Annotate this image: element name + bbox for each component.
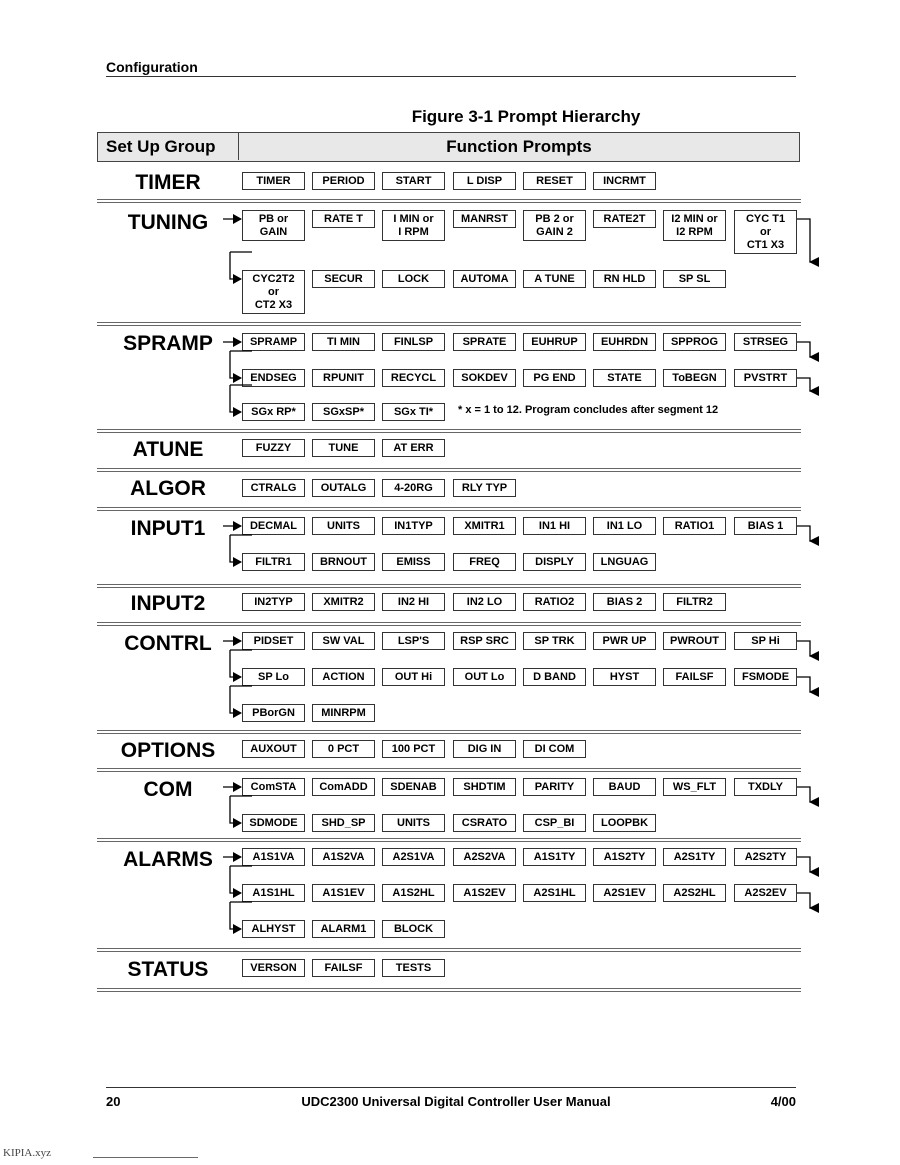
prompt-box[interactable]: BIAS 1	[734, 517, 797, 535]
arrow-right-icon	[233, 852, 242, 862]
prompt-box[interactable]: CYC T1 or CT1 X3	[734, 210, 797, 254]
prompt-box[interactable]: RECYCL	[382, 369, 445, 387]
prompt-box[interactable]: A2S2VA	[453, 848, 516, 866]
prompt-box[interactable]: A2S1EV	[593, 884, 656, 902]
connector-line	[230, 686, 241, 713]
prompt-box[interactable]: MANRST	[453, 210, 516, 228]
section-header: Configuration	[106, 59, 198, 75]
prompt-box[interactable]: RATIO2	[523, 593, 586, 611]
prompt-box[interactable]: A2S1VA	[382, 848, 445, 866]
prompt-box[interactable]: I MIN or I RPM	[382, 210, 445, 241]
prompt-box[interactable]: 4-20RG	[382, 479, 445, 497]
prompt-box[interactable]: I2 MIN or I2 RPM	[663, 210, 726, 241]
prompt-box[interactable]: A1S2TY	[593, 848, 656, 866]
connector-line	[230, 650, 241, 677]
group-label-tuning: TUNING	[127, 211, 209, 234]
prompt-box[interactable]: ACTION	[312, 668, 375, 686]
footer-rule	[106, 1087, 796, 1088]
prompt-box[interactable]: PERIOD	[312, 172, 375, 190]
prompt-box[interactable]: ToBEGN	[663, 369, 726, 387]
prompt-box[interactable]: BRNOUT	[312, 553, 375, 571]
group-label-input1: INPUT1	[130, 517, 206, 540]
prompt-box[interactable]: WS_FLT	[663, 778, 726, 796]
prompt-box[interactable]: ComSTA	[242, 778, 305, 796]
group-label-status: STATUS	[127, 958, 209, 981]
prompt-box[interactable]: A2S2EV	[734, 884, 797, 902]
prompt-box[interactable]: TI MIN	[312, 333, 375, 351]
prompt-box[interactable]: ComADD	[312, 778, 375, 796]
prompt-box[interactable]: PB 2 or GAIN 2	[523, 210, 586, 241]
prompt-box[interactable]: XMITR1	[453, 517, 516, 535]
watermark-link[interactable]	[93, 1157, 198, 1158]
prompt-box[interactable]: PVSTRT	[734, 369, 797, 387]
prompt-box[interactable]: IN1 LO	[593, 517, 656, 535]
group-label-atune: ATUNE	[132, 438, 204, 461]
prompt-box[interactable]: ALHYST	[242, 920, 305, 938]
prompt-box[interactable]: PWROUT	[663, 632, 726, 650]
group-label-contrl: CONTRL	[124, 632, 212, 655]
prompt-box[interactable]: SP Hi	[734, 632, 797, 650]
prompt-box[interactable]: A2S1TY	[663, 848, 726, 866]
prompt-box[interactable]: A1S1HL	[242, 884, 305, 902]
prompt-box[interactable]: A1S1TY	[523, 848, 586, 866]
prompt-box[interactable]: 100 PCT	[382, 740, 445, 758]
prompt-box[interactable]: SGxSP*	[312, 403, 375, 421]
prompt-box[interactable]: L DISP	[453, 172, 516, 190]
prompt-box[interactable]: AUXOUT	[242, 740, 305, 758]
prompt-box[interactable]: SECUR	[312, 270, 375, 288]
prompt-box[interactable]: TIMER	[242, 172, 305, 190]
prompt-box[interactable]: A1S2VA	[312, 848, 375, 866]
prompt-box[interactable]: HYST	[593, 668, 656, 686]
prompt-box[interactable]: CSP_BI	[523, 814, 586, 832]
prompt-box[interactable]: SGx TI*	[382, 403, 445, 421]
arrow-right-icon	[233, 708, 242, 718]
connector-line	[230, 535, 241, 562]
prompt-box[interactable]: RATE T	[312, 210, 375, 228]
prompt-box[interactable]: START	[382, 172, 445, 190]
prompt-box[interactable]: BAUD	[593, 778, 656, 796]
prompt-box[interactable]: TXDLY	[734, 778, 797, 796]
prompt-box[interactable]: RATE2T	[593, 210, 656, 228]
prompt-box[interactable]: UNITS	[312, 517, 375, 535]
prompt-box[interactable]: D BAND	[523, 668, 586, 686]
arrow-right-icon	[233, 818, 242, 828]
prompt-box[interactable]: TUNE	[312, 439, 375, 457]
prompt-box[interactable]: INCRMT	[593, 172, 656, 190]
prompt-box[interactable]: XMITR2	[312, 593, 375, 611]
prompt-box[interactable]: OUT Lo	[453, 668, 516, 686]
prompt-box[interactable]: SOKDEV	[453, 369, 516, 387]
prompt-box[interactable]: IN2TYP	[242, 593, 305, 611]
prompt-box[interactable]: RN HLD	[593, 270, 656, 288]
arrow-right-icon	[233, 924, 242, 934]
prompt-box[interactable]: EUHRUP	[523, 333, 586, 351]
group-label-com: COM	[143, 778, 193, 801]
prompt-box[interactable]: IN2 HI	[382, 593, 445, 611]
prompt-box[interactable]: A2S2TY	[734, 848, 797, 866]
prompt-box[interactable]: SPRAMP	[242, 333, 305, 351]
prompt-box[interactable]: LOCK	[382, 270, 445, 288]
prompt-box[interactable]: STRSEG	[734, 333, 797, 351]
prompt-box[interactable]: RLY TYP	[453, 479, 516, 497]
prompt-box[interactable]: FAILSF	[312, 959, 375, 977]
prompt-box[interactable]: SW VAL	[312, 632, 375, 650]
prompt-box[interactable]: OUTALG	[312, 479, 375, 497]
prompt-box[interactable]: DISPLY	[523, 553, 586, 571]
arrow-right-icon	[233, 782, 242, 792]
prompt-box[interactable]: SP Lo	[242, 668, 305, 686]
prompt-box[interactable]: SP SL	[663, 270, 726, 288]
prompt-box[interactable]: CYC2T2 or CT2 X3	[242, 270, 305, 314]
prompt-box[interactable]: DI COM	[523, 740, 586, 758]
connector-line	[230, 796, 241, 823]
prompt-box[interactable]: 0 PCT	[312, 740, 375, 758]
connector-line	[230, 385, 241, 412]
arrow-right-icon	[233, 521, 242, 531]
prompt-box[interactable]: SHD_SP	[312, 814, 375, 832]
prompt-box[interactable]: BIAS 2	[593, 593, 656, 611]
prompt-box[interactable]: LSP'S	[382, 632, 445, 650]
column-header-setup-group: Set Up Group	[98, 133, 239, 160]
prompt-box[interactable]: RESET	[523, 172, 586, 190]
arrow-right-icon	[233, 407, 242, 417]
prompt-box[interactable]: FINLSP	[382, 333, 445, 351]
prompt-box[interactable]: FUZZY	[242, 439, 305, 457]
connector-line	[230, 866, 241, 893]
prompt-box[interactable]: SPPROG	[663, 333, 726, 351]
prompt-box[interactable]: IN1 HI	[523, 517, 586, 535]
connector-line	[230, 902, 241, 929]
connector-line	[797, 219, 819, 262]
page-number: 20	[106, 1094, 121, 1109]
prompt-box[interactable]: A1S1VA	[242, 848, 305, 866]
prompt-box[interactable]: PIDSET	[242, 632, 305, 650]
prompt-box[interactable]: LNGUAG	[593, 553, 656, 571]
prompt-box[interactable]: SGx RP*	[242, 403, 305, 421]
prompt-box[interactable]: FAILSF	[663, 668, 726, 686]
prompt-box[interactable]: FILTR1	[242, 553, 305, 571]
prompt-box[interactable]: PBorGN	[242, 704, 305, 722]
prompt-box[interactable]: SDENAB	[382, 778, 445, 796]
prompt-box[interactable]: LOOPBK	[593, 814, 656, 832]
arrow-right-icon	[233, 636, 242, 646]
prompt-box[interactable]: RATIO1	[663, 517, 726, 535]
prompt-box[interactable]: SP TRK	[523, 632, 586, 650]
prompt-box[interactable]: TESTS	[382, 959, 445, 977]
prompt-box[interactable]: MINRPM	[312, 704, 375, 722]
prompt-box[interactable]: BLOCK	[382, 920, 445, 938]
group-label-options: OPTIONS	[120, 739, 216, 762]
prompt-box[interactable]: SPRATE	[453, 333, 516, 351]
prompt-box[interactable]: PG END	[523, 369, 586, 387]
prompt-box[interactable]: FREQ	[453, 553, 516, 571]
prompt-box[interactable]: FILTR2	[663, 593, 726, 611]
prompt-box[interactable]: IN1TYP	[382, 517, 445, 535]
connector-line	[230, 252, 241, 279]
arrow-right-icon	[233, 557, 242, 567]
prompt-box[interactable]: A1S2HL	[382, 884, 445, 902]
group-label-input2: INPUT2	[130, 592, 206, 615]
prompt-box[interactable]: A1S1EV	[312, 884, 375, 902]
prompt-box[interactable]: RSP SRC	[453, 632, 516, 650]
group-label-alarms: ALARMS	[123, 848, 213, 871]
prompt-box[interactable]: A1S2EV	[453, 884, 516, 902]
prompt-box[interactable]: RPUNIT	[312, 369, 375, 387]
prompt-box[interactable]: STATE	[593, 369, 656, 387]
prompt-box[interactable]: ENDSEG	[242, 369, 305, 387]
prompt-box[interactable]: CTRALG	[242, 479, 305, 497]
footnote: * x = 1 to 12. Program concludes after segment 12	[458, 404, 719, 416]
manual-title: UDC2300 Universal Digital Controller User Manual	[301, 1094, 611, 1109]
group-label-timer: TIMER	[135, 171, 201, 194]
prompt-box[interactable]: CSRATO	[453, 814, 516, 832]
arrow-right-icon	[233, 214, 242, 224]
prompt-box[interactable]: EMISS	[382, 553, 445, 571]
group-label-algor: ALGOR	[130, 477, 206, 500]
arrow-right-icon	[233, 672, 242, 682]
connector-line	[230, 351, 241, 378]
column-header-function-prompts: Function Prompts	[446, 137, 592, 156]
prompt-box[interactable]: OUT Hi	[382, 668, 445, 686]
prompt-box[interactable]: ALARM1	[312, 920, 375, 938]
arrow-right-icon	[233, 373, 242, 383]
prompt-box[interactable]: SHDTIM	[453, 778, 516, 796]
prompt-box[interactable]: A TUNE	[523, 270, 586, 288]
arrow-right-icon	[233, 888, 242, 898]
prompt-box[interactable]: DECMAL	[242, 517, 305, 535]
prompt-box[interactable]: IN2 LO	[453, 593, 516, 611]
prompt-box[interactable]: A2S2HL	[663, 884, 726, 902]
prompt-box[interactable]: DIG IN	[453, 740, 516, 758]
prompt-box[interactable]: EUHRDN	[593, 333, 656, 351]
arrow-right-icon	[233, 337, 242, 347]
figure-title: Figure 3-1 Prompt Hierarchy	[411, 107, 641, 126]
prompt-box[interactable]: AT ERR	[382, 439, 445, 457]
revision-date: 4/00	[770, 1094, 796, 1109]
arrow-right-icon	[233, 274, 242, 284]
prompt-box[interactable]: PB or GAIN	[242, 210, 305, 241]
prompt-box[interactable]: UNITS	[382, 814, 445, 832]
prompt-box[interactable]: PARITY	[523, 778, 586, 796]
prompt-box[interactable]: PWR UP	[593, 632, 656, 650]
prompt-box[interactable]: FSMODE	[734, 668, 797, 686]
prompt-box[interactable]: AUTOMA	[453, 270, 516, 288]
prompt-box[interactable]: VERSON	[242, 959, 305, 977]
prompt-box[interactable]: SDMODE	[242, 814, 305, 832]
watermark: KIPIA.xyz	[3, 1147, 51, 1159]
group-label-spramp: SPRAMP	[123, 332, 213, 355]
prompt-box[interactable]: A2S1HL	[523, 884, 586, 902]
